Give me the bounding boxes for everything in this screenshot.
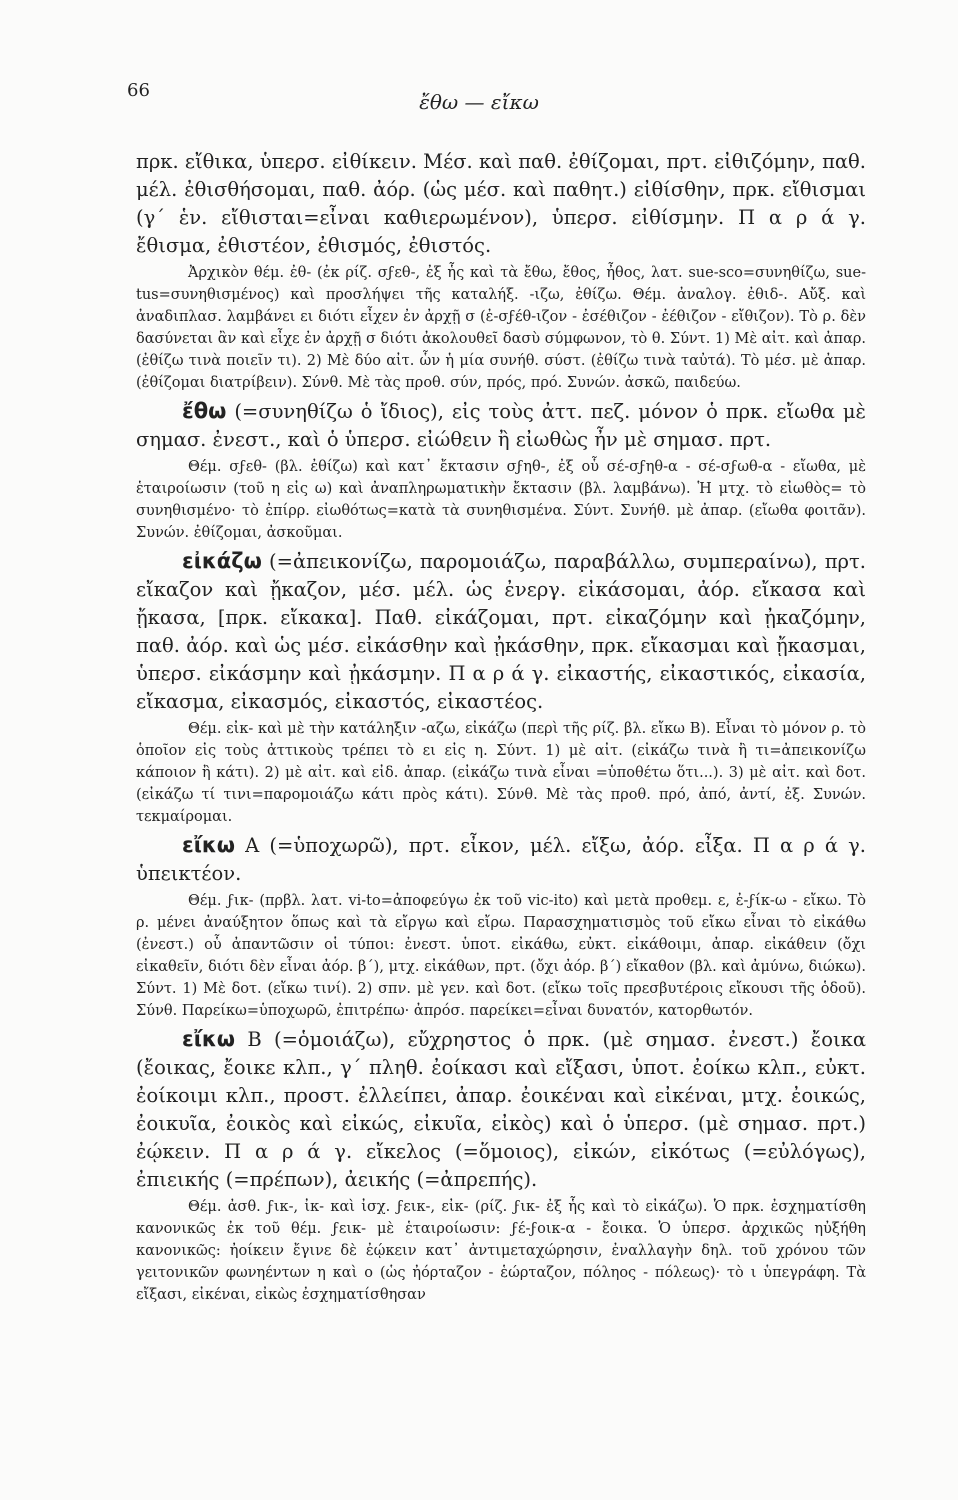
headword: ἔθω — [182, 399, 227, 423]
entry-definition: Β (=ὁμοιάζω), εὔχρηστος ὁ πρκ. (μὲ σημασ. ἐνεστ.) ἔοικα (ἔοικας, ἔοικε κλπ., γ΄ πληθ. ἐοίκασι καὶ εἴξασι, ὑποτ. ἐοίκω κλπ., εὐκτ. ἐοίκοιμι κλπ., προστ. ἐλλείπει, ἀπαρ. ἐοικέναι καὶ εἰκέναι, μτχ. ἐοικώς, ἐοικυῖα, ἐοικὸς καὶ εἰκώς, εἰκυῖα, εἰκὸς) καὶ ὁ ὑπερσ. (μὲ σημασ. πρτ.) ἐῴκειν. Π α ρ ά γ. εἴκελος (=ὅμοιος), εἰκών, εἰκότως (=εὐλόγως), ἐπιεικής (=πρέπων), ἀεικής (=ἀπρεπής). — [136, 1028, 866, 1191]
etymology-note-ethizo: Ἀρχικὸν θέμ. ἐθ- (ἐκ ρίζ. σϝεθ-, ἐξ ἧς καὶ τὰ ἔθω, ἔθος, ἦθος, λατ. sue-sco=συνηθίζω, sue-tus=συνηθισμένος) καὶ προσλήψει τῆς καταλήξ. -ιζω, ἐθίζω. Θέμ. ἀναλογ. ἐθιδ-. Αὔξ. καὶ ἀναδιπλασ. λαμβάνει ει διότι εἶχεν ἐν ἀρχῇ σ (ἐ-σϝέθ-ιζον - ἐσέθιζον - ἐέθιζον - εἴθιζον). Τὸ ρ. δὲν δασύνεται ἂν καὶ εἶχε ἐν ἀρχῇ σ διότι ἀκολουθεῖ δασὺ σύμφωνον, τὸ θ. Σύντ. 1) Μὲ αἰτ. καὶ ἀπαρ. (ἐθίζω τινὰ ποιεῖν τι). 2) Μὲ δύο αἰτ. ὧν ἡ μία συνήθ. σύστ. (ἐθίζω τινὰ ταὐτά). Τὸ μέσ. μὲ ἀπαρ. (ἐθίζομαι διατρίβειν). Σύνθ. Μὲ τὰς προθ. σύν, πρός, πρό. Συνών. ἀσκῶ, παιδεύω. — [136, 265, 866, 391]
etymology-note-etho: Θέμ. σϝεθ- (βλ. ἐθίζω) καὶ κατ᾽ ἔκτασιν σϝηθ-, ἐξ οὗ σέ-σϝηθ-α - σέ-σϝωθ-α - εἴωθα, μὲ ἑταιροίωσιν (τοῦ η εἰς ω) καὶ ἀναπληρωματικὴν ἔκτασιν (βλ. λαμβάνω). Ἡ μτχ. τὸ εἰωθὸς= τὸ συνηθισμένο· τὸ ἐπίρρ. εἰωθότως=κατὰ τὰ συνηθισμένα. Σύντ. Συνήθ. μὲ ἀπαρ. (εἴωθα φοιτᾶν). Συνών. ἐθίζομαι, ἀσκοῦμαι. — [136, 459, 866, 541]
headword: εἴκω — [182, 1027, 236, 1051]
entry-continuation-paragraph: πρκ. εἴθικα, ὑπερσ. εἰθίκειν. Μέσ. καὶ παθ. ἐθίζομαι, πρτ. εἰθιζόμην, παθ. μέλ. ἐθισθήσομαι, παθ. ἀόρ. (ὡς μέσ. καὶ παθητ.) εἰθίσθην, πρκ. εἴθισμαι (γ΄ ἑν. εἴθισται=εἶναι καθιερωμένον), ὑπερσ. εἰθίσμην. Π α ρ ά γ. ἔθισμα, ἐθιστέον, ἐθισμός, ἐθιστός. — [136, 150, 866, 257]
page-number: 66 — [127, 80, 150, 101]
entry-definition: Α (=ὑποχωρῶ), πρτ. εἶκον, μέλ. εἴξω, ἀόρ. εἶξα. Π α ρ ά γ. ὑπεικτέον. — [136, 834, 866, 885]
entry-definition: (=συνηθίζω ὁ ἴδιος), εἰς τοὺς ἀττ. πεζ. μόνον ὁ πρκ. εἴωθα μὲ σημασ. ἐνεστ., καὶ ὁ ὑπερσ. εἰώθειν ἢ εἰωθὼς ἦν μὲ σημασ. πρτ. — [136, 400, 866, 451]
dictionary-entry-eiko-b — [136, 1025, 866, 1194]
headword: εἰκάζω — [182, 549, 262, 573]
entry-definition: (=ἀπεικονίζω, παρομοιάζω, παραβάλλω, συμπεραίνω), πρτ. εἴκαζον καὶ ᾔκαζον, μέσ. μέλ. ὡς ἐνεργ. εἰκάσομαι, ἀόρ. εἴκασα καὶ ᾔκασα, [πρκ. εἴκακα]. Παθ. εἰκάζομαι, πρτ. εἰκαζόμην καὶ ᾐκαζόμην, παθ. ἀόρ. καὶ ὡς μέσ. εἰκάσθην καὶ ᾐκάσθην, πρκ. εἴκασμαι καὶ ᾔκασμαι, ὑπερσ. εἰκάσμην καὶ ᾐκάσμην. Π α ρ ά γ. εἰκαστής, εἰκαστικός, εἰκασία, εἴκασμα, εἰκασμός, εἰκαστός, εἰκαστέος. — [136, 550, 866, 713]
etymology-note-eiko-b: Θέμ. ἀσθ. ϝικ-, ἰκ- καὶ ἰσχ. ϝεικ-, εἰκ- (ρίζ. ϝικ- ἐξ ἧς καὶ τὸ εἰκάζω). Ὁ πρκ. ἐσχηματίσθη κανονικῶς ἐκ τοῦ θέμ. ϝεικ- μὲ ἑταιροίωσιν: ϝέ-ϝοικ-α - ἔοικα. Ὁ ὑπερσ. ἀρχικῶς ηὐξήθη κανονικῶς: ἠοίκειν ἔγινε δὲ ἐῴκειν κατ᾽ ἀντιμεταχώρησιν, ἐναλλαγὴν δηλ. τοῦ χρόνου τῶν γειτονικῶν φωνηέντων η καὶ ο (ὡς ἠόρταζον - ἑώρταζον, πόληος - πόλεως)· τὸ ι ὑπεγράφη. Τὰ εἴξασι, εἰκέναι, εἰκὼς ἐσχηματίσθησαν — [136, 1199, 866, 1303]
etymology-note-eikazo: Θέμ. εἰκ- καὶ μὲ τὴν κατάληξιν -αζω, εἰκάζω (περὶ τῆς ρίζ. βλ. εἴκω Β). Εἶναι τὸ μόνον ρ. τὸ ὁποῖον εἰς τοὺς ἀττικοὺς τρέπει τὸ ει εἰς η. Σύντ. 1) μὲ αἰτ. (εἰκάζω τινὰ ἢ τι=ἀπεικονίζω κάποιον ἢ κάτι). 2) μὲ αἰτ. καὶ εἰδ. ἀπαρ. (εἰκάζω τινὰ εἶναι =ὑποθέτω ὅτι...). 3) μὲ αἰτ. καὶ δοτ. (εἰκάζω τί τινι=παρομοιάζω κάτι πρὸς κάτι). Σύνθ. Μὲ τὰς προθ. πρό, ἀπό, ἀντί, ἐξ. Συνών. τεκμαίρομαι. — [136, 721, 866, 825]
dictionary-entry-eikazo — [136, 547, 866, 716]
headword: εἴκω — [182, 833, 236, 857]
running-head: ἔθω — εἴκω — [419, 90, 539, 114]
dictionary-body — [136, 148, 866, 1306]
etymology-note-eiko-a: Θέμ. ϝικ- (πρβλ. λατ. vi-to=ἀποφεύγω ἐκ τοῦ vic-ito) καὶ μετὰ προθεμ. ε, ἐ-ϝίκ-ω - εἴκω. Τὸ ρ. μένει ἀναύξητον ὅπως καὶ τὰ εἴργω καὶ εἴρω. Παρασχηματισμὸς τοῦ εἴκω εἶναι τὸ εἰκάθω (ἐνεστ.) οὗ ἀπαντῶσιν οἱ τύποι: ἐνεστ. ὑποτ. εἰκάθω, εὐκτ. εἰκάθοιμι, ἀπαρ. εἰκάθειν (ὄχι εἰκαθεῖν, διότι δὲν εἶναι ἀόρ. β΄), μτχ. εἰκάθων, πρτ. (ὄχι ἀόρ. β΄) εἴκαθον (βλ. καὶ ἀμύνω, διώκω). Σύντ. 1) Μὲ δοτ. (εἴκω τινί). 2) σπν. μὲ γεν. καὶ δοτ. (εἴκω τοῖς πρεσβυτέροις εἴκουσι τῆς ὁδοῦ). Σύνθ. Παρείκω=ὑποχωρῶ, ἐπιτρέπω· ἀπρόσ. παρείκει=εἶναι δυνατόν, κατορθωτόν. — [136, 893, 866, 1019]
dictionary-entry-eiko-a — [136, 831, 866, 888]
dictionary-entry-etho — [136, 397, 866, 454]
